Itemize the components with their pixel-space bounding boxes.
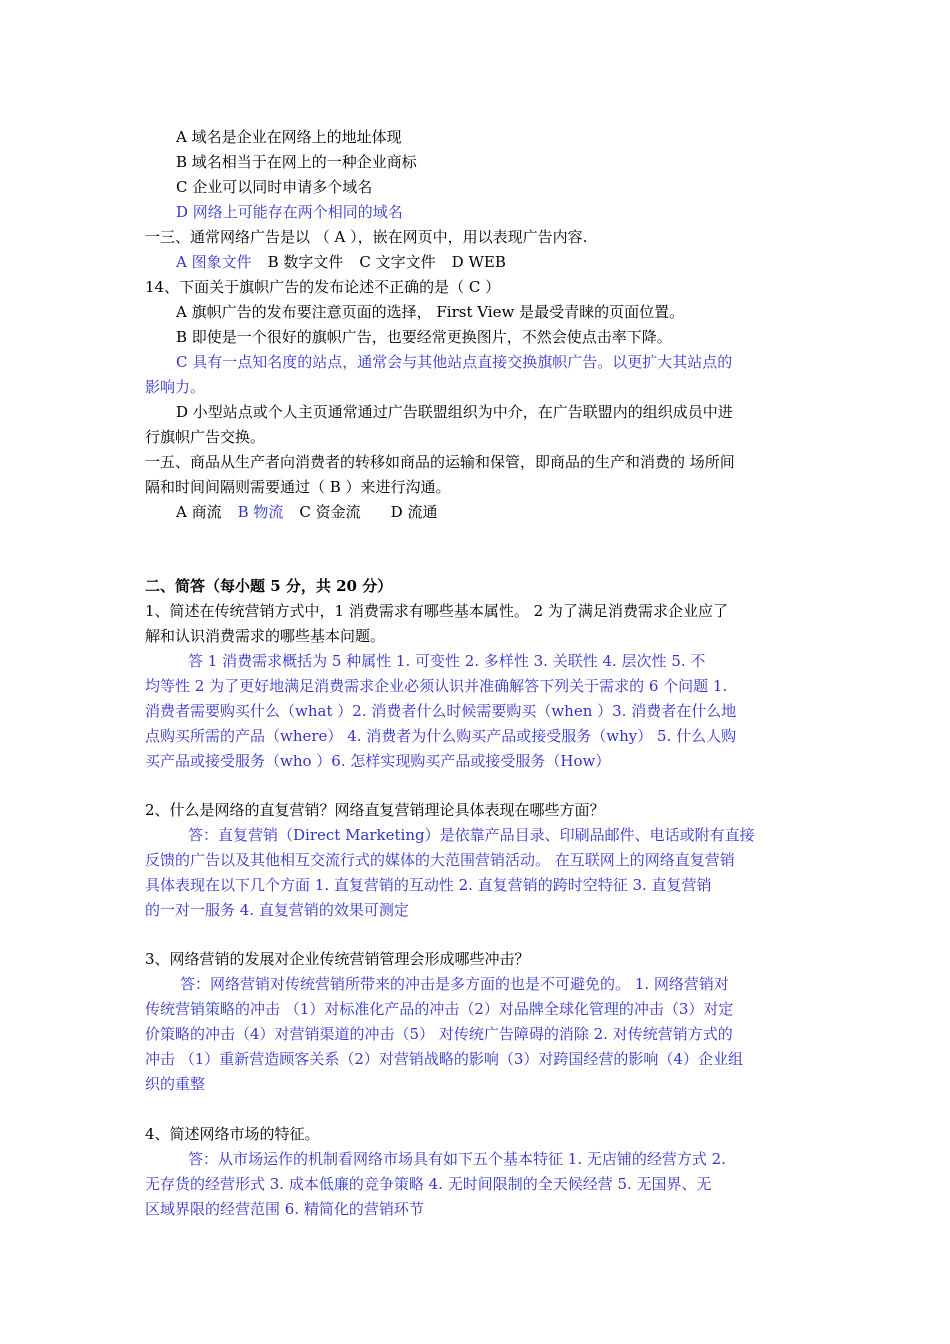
sa-q1-answer-line: 消费者需要购买什么（what ）2. 消费者什么时候需要购买（when ）3. 消费者在什么地 — [145, 702, 737, 720]
sa-q3-answer-line: 价策略的冲击（4）对营销渠道的冲击（5） 对传统广告障碍的消除 2. 对传统营销方式的 — [145, 1025, 733, 1043]
sa-q4-answer-line: 答：从市场运作的机制看网络市场具有如下五个基本特征 1. 无店铺的经营方式 2. — [188, 1150, 726, 1168]
q13-option-c: C 企业可以同时申请多个域名 — [176, 178, 373, 196]
q-yi-wu-option-c: C 资金流 — [299, 503, 361, 521]
sa-q2-answer-line: 答：直复营销（Direct Marketing）是依靠产品目录、印刷品邮件、电话或附有直接 — [188, 826, 755, 844]
sa-q3-answer-line: 冲击 （1）重新营造顾客关系（2）对营销战略的影响（3）对跨国经营的影响（4）企业组 — [145, 1050, 743, 1068]
q-yi-san-option-c: C 文字文件 — [359, 253, 436, 271]
sa-q1-answer-line: 均等性 2 为了更好地满足消费需求企业必须认识并准确解答下列关于需求的 6 个问题 1. — [145, 677, 728, 695]
sa-q2-answer-line: 反馈的广告以及其他相互交流行式的媒体的大范围营销活动。 在互联网上的网络直复营销 — [145, 851, 735, 869]
sa-q3-answer-line: 答：网络营销对传统营销所带来的冲击是多方面的也是不可避免的。 1. 网络营销对 — [180, 975, 729, 993]
sa-q1-answer-line: 点购买所需的产品（where） 4. 消费者为什么购买产品或接受服务（why） 5. 什么人购 — [145, 727, 737, 745]
q14-option-a: A 旗帜广告的发布要注意页面的选择， First View 是最受青睐的页面位置。 — [176, 303, 685, 321]
sa-q2-answer-line: 具体表现在以下几个方面 1. 直复营销的互动性 2. 直复营销的跨时空特征 3. 直复营销 — [145, 876, 712, 894]
q-yi-san-option-d: D WEB — [451, 253, 506, 271]
q14-stem: 14、下面关于旗帜广告的发布论述不正确的是（ C ） — [145, 278, 501, 296]
sa-q4-answer-line: 无存货的经营形式 3. 成本低廉的竞争策略 4. 无时间限制的全天候经营 5. 无国界、无 — [145, 1175, 712, 1193]
q14-option-d-line2: 行旗帜广告交换。 — [145, 428, 266, 446]
sa-q3-answer-line: 织的重整 — [145, 1075, 206, 1093]
q13-option-a: A 域名是企业在网络上的地址体现 — [176, 128, 402, 146]
sa-q1-answer-line: 答 1 消费需求概括为 5 种属性 1. 可变性 2. 多样性 3. 关联性 4. 层次性 5. 不 — [188, 652, 706, 670]
sa-q1-stem-line1: 1、简述在传统营销方式中，1 消费需求有哪些基本属性。 2 为了满足消费需求企业应了 — [145, 602, 728, 620]
q13-option-d-answer: D 网络上可能存在两个相同的域名 — [176, 203, 403, 221]
q-yi-san-option-b: B 数字文件 — [267, 253, 344, 271]
q14-option-d-line1: D 小型站点或个人主页通常通过广告联盟组织为中介，在广告联盟内的组织成员中进 — [176, 403, 733, 421]
q-yi-wu-stem-line1: 一五、商品从生产者向消费者的转移如商品的运输和保管，即商品的生产和消费的 场所间 — [145, 453, 735, 471]
q-yi-san-option-a-answer: A 图象文件 — [176, 253, 252, 271]
q-yi-wu-option-b-answer: B 物流 — [237, 503, 284, 521]
sa-q3-stem: 3、网络营销的发展对企业传统营销管理会形成哪些冲击？ — [145, 950, 530, 968]
q13-option-b: B 域名相当于在网上的一种企业商标 — [176, 153, 417, 171]
section2-heading: 二、简答（每小题 5 分，共 20 分） — [145, 577, 393, 595]
q-yi-san-options — [176, 250, 810, 275]
sa-q1-stem-line2: 解和认识消费需求的哪些基本问题。 — [145, 627, 386, 645]
sa-q4-answer-line: 区域界限的经营范围 6. 精简化的营销环节 — [145, 1200, 424, 1218]
q-yi-wu-option-d: D 流通 — [390, 503, 438, 521]
q-yi-wu-options — [176, 500, 810, 525]
q-yi-san-stem: 一三、通常网络广告是以 （ A ），嵌在网页中，用以表现广告内容. — [145, 228, 588, 246]
sa-q2-answer-line: 的一对一服务 4. 直复营销的效果可测定 — [145, 901, 409, 919]
q-yi-wu-option-a: A 商流 — [176, 503, 222, 521]
q14-option-c-answer-line1: C 具有一点知名度的站点，通常会与其他站点直接交换旗帜广告。以更扩大其站点的 — [176, 353, 733, 371]
sa-q4-stem: 4、简述网络市场的特征。 — [145, 1125, 320, 1143]
q14-option-c-answer-line2: 影响力。 — [145, 378, 206, 396]
q-yi-wu-stem-line2: 隔和时间间隔则需要通过（ B ）来进行沟通。 — [145, 478, 451, 496]
sa-q1-answer-line: 买产品或接受服务（who ）6. 怎样实现购买产品或接受服务（How） — [145, 752, 611, 770]
sa-q3-answer-line: 传统营销策略的冲击 （1）对标准化产品的冲击（2）对品牌全球化管理的冲击（3）对定 — [145, 1000, 734, 1018]
sa-q2-stem: 2、什么是网络的直复营销？网络直复营销理论具体表现在哪些方面？ — [145, 801, 605, 819]
q14-option-b: B 即使是一个很好的旗帜广告，也要经常更换图片，不然会使点击率下降。 — [176, 328, 672, 346]
